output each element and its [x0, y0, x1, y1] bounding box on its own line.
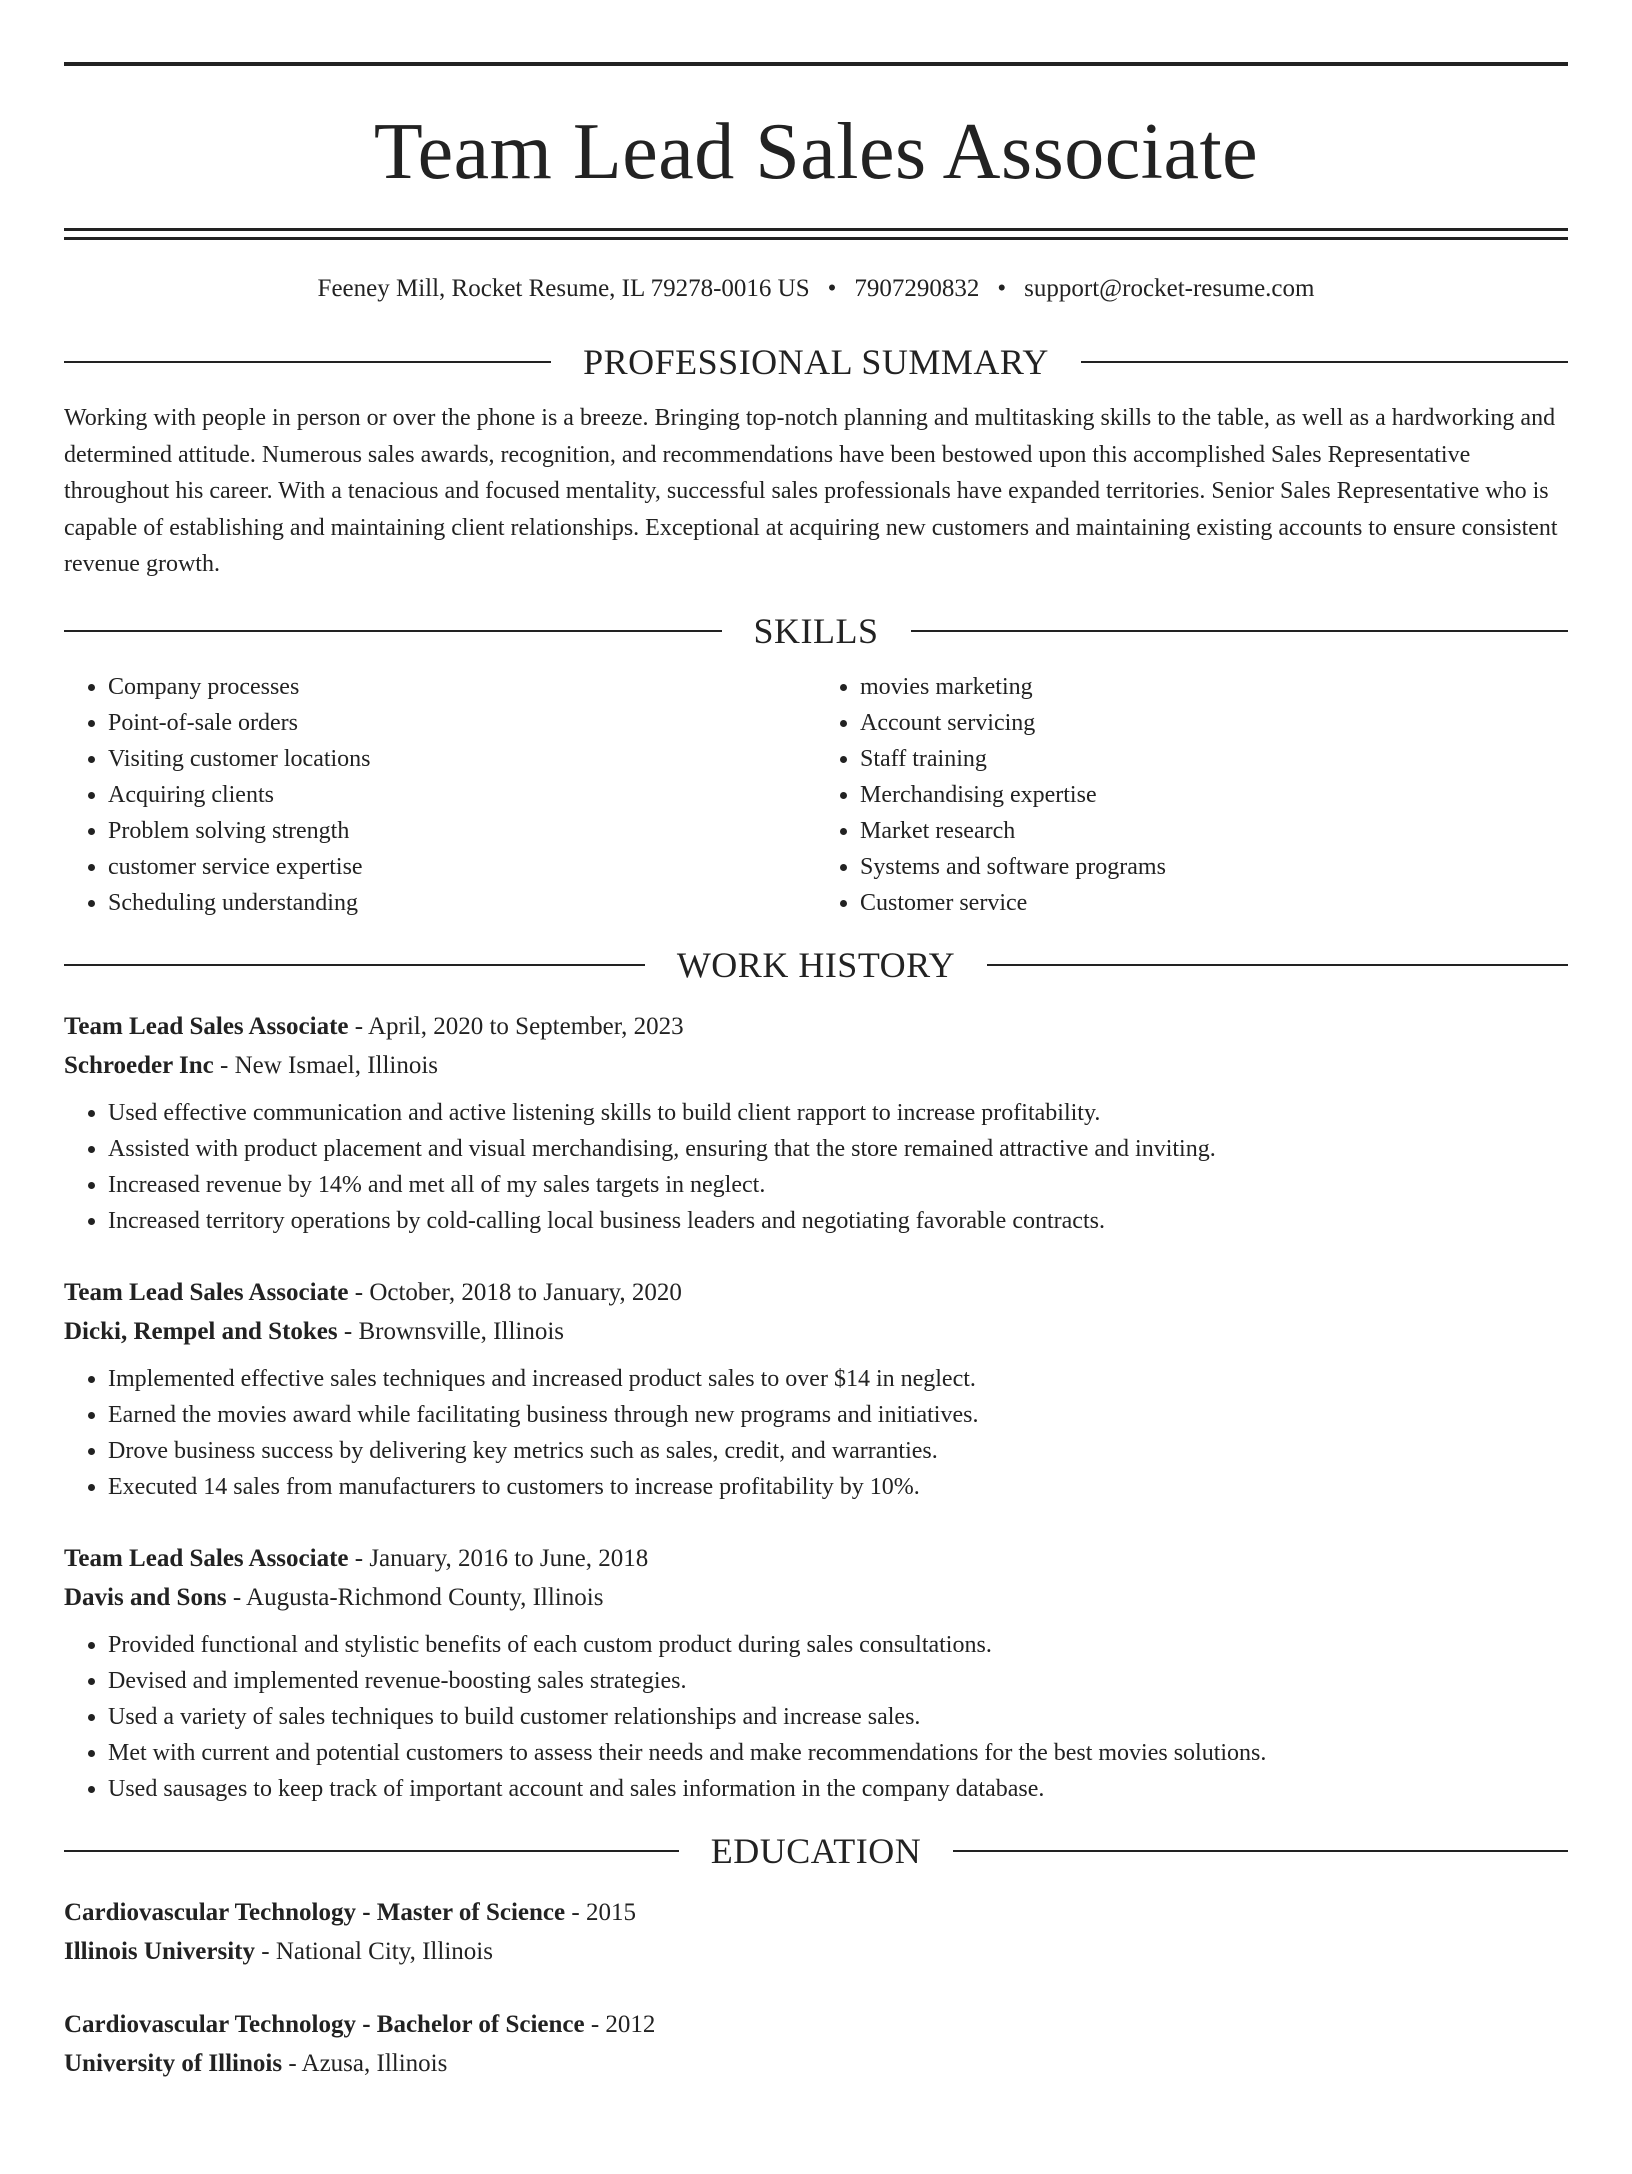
job-title-line [64, 1273, 1568, 1312]
job-dates: - October, 2018 to January, 2020 [348, 1278, 682, 1306]
summary-text: Working with people in person or over the phone is a breeze. Bringing top-notch planning and multitasking skills to the table, as well as a hardworking and determined attitude. Numerous sales awards, recognition, and recommendations have been bestowed upon this accomplished Sales Representative throughout his career. With a tenacious and focused mentality, successful sales professionals have expanded territories. Senior Sales Representative who is capable of establishing and maintaining client relationships. Exceptional at acquiring new customers and maintaining existing accounts to ensure consistent revenue growth. [64, 405, 1558, 577]
contact-email: support@rocket-resume.com [1024, 275, 1315, 302]
job-bullet: • Increased territory operations by cold-calling local business leaders and negotiating favorable contracts. [108, 1203, 1568, 1239]
job-dates: - April, 2020 to September, 2023 [348, 1012, 684, 1040]
job-location: - Augusta-Richmond County, Illinois [226, 1583, 604, 1611]
job-entry [64, 1539, 1568, 1807]
contact-separator: • [997, 275, 1007, 302]
job-entry [64, 1007, 1568, 1239]
job-bullets [64, 1361, 1568, 1505]
education-school-line [64, 1932, 1568, 1971]
section-title-work-history: WORK HISTORY [676, 944, 956, 985]
job-entry [64, 1273, 1568, 1505]
page-title: Team Lead Sales Associate [373, 108, 1259, 196]
education-entry [64, 1893, 1568, 1971]
education-year: - 2015 [565, 1898, 636, 1926]
contact-phone: 7907290832 [854, 275, 980, 302]
job-company-line [64, 1312, 1568, 1351]
job-company: Schroeder Inc [64, 1051, 214, 1079]
education-degree-line [64, 1893, 1568, 1932]
skill-item: • movies marketing [860, 669, 1568, 705]
section-title-summary: PROFESSIONAL SUMMARY [583, 342, 1049, 382]
education-location: - National City, Illinois [255, 1937, 493, 1965]
section-rule-right [953, 1850, 1568, 1852]
education-degree: Cardiovascular Technology - Bachelor of Science [64, 2010, 585, 2038]
skills-columns [64, 669, 1568, 921]
skill-item: • Scheduling understanding [108, 885, 816, 921]
section-rule-right [911, 630, 1569, 632]
section-header-summary [64, 340, 1568, 384]
education-year: - 2012 [584, 2010, 656, 2038]
job-bullet: • Assisted with product placement and visual merchandising, ensuring that the store remained attractive and inviting. [108, 1131, 1568, 1167]
section-title-education: EDUCATION [710, 1830, 922, 1871]
contact-line [64, 274, 1568, 304]
job-location: - Brownsville, Illinois [337, 1317, 565, 1345]
job-bullets [64, 1095, 1568, 1239]
job-bullet: • Used a variety of sales techniques to build customer relationships and increase sales. [108, 1699, 1568, 1735]
section-rule-right [987, 964, 1568, 966]
skills-list-right [816, 669, 1568, 921]
education-degree: Cardiovascular Technology - Master of Science [64, 1898, 566, 1926]
job-bullet: • Used sausages to keep track of important account and sales information in the company database. [108, 1771, 1568, 1807]
job-title: Team Lead Sales Associate [64, 1012, 349, 1040]
section-header-work-history [64, 943, 1568, 987]
job-bullet: • Drove business success by delivering key metrics such as sales, credit, and warranties. [108, 1433, 1568, 1469]
skills-list-left [64, 669, 816, 921]
skill-item: • Systems and software programs [860, 849, 1568, 885]
job-title: Team Lead Sales Associate [64, 1278, 349, 1306]
skill-item: • Visiting customer locations [108, 741, 816, 777]
skill-item: • Point-of-sale orders [108, 705, 816, 741]
section-rule-left [64, 964, 645, 966]
skill-item: • Company processes [108, 669, 816, 705]
job-title-line [64, 1007, 1568, 1046]
skill-item: • Merchandising expertise [860, 777, 1568, 813]
job-bullet: • Devised and implemented revenue-boosting sales strategies. [108, 1663, 1568, 1699]
education-school: University of Illinois [64, 2049, 283, 2077]
section-rule-left [64, 630, 722, 632]
education-degree-line [64, 2005, 1568, 2044]
job-bullet: • Earned the movies award while facilitating business through new programs and initiatives. [108, 1397, 1568, 1433]
skill-item: • customer service expertise [108, 849, 816, 885]
job-bullet: • Implemented effective sales techniques and increased product sales to over $14 in neglect. [108, 1361, 1568, 1397]
skill-item: • Staff training [860, 741, 1568, 777]
section-header-skills [64, 609, 1568, 653]
resume-page [0, 62, 1632, 2174]
job-company-line [64, 1046, 1568, 1085]
education-location: - Azusa, Illinois [282, 2049, 448, 2077]
job-bullet: • Increased revenue by 14% and met all of my sales targets in neglect. [108, 1167, 1568, 1203]
contact-separator: • [827, 275, 837, 302]
skill-item: • Market research [860, 813, 1568, 849]
job-company: Dicki, Rempel and Stokes [64, 1317, 338, 1345]
title-double-rule [64, 228, 1568, 240]
job-bullets [64, 1627, 1568, 1807]
top-rule [64, 62, 1568, 66]
skill-item: • Acquiring clients [108, 777, 816, 813]
job-bullet: • Provided functional and stylistic benefits of each custom product during sales consultations. [108, 1627, 1568, 1663]
job-company: Davis and Sons [64, 1583, 227, 1611]
section-rule-right [1081, 361, 1568, 363]
skill-item: • Account servicing [860, 705, 1568, 741]
education-entry [64, 2005, 1568, 2083]
job-company-line [64, 1578, 1568, 1617]
job-dates: - January, 2016 to June, 2018 [348, 1544, 649, 1572]
section-rule-left [64, 361, 551, 363]
education-school-line [64, 2044, 1568, 2083]
contact-address: Feeney Mill, Rocket Resume, IL 79278-0016 US [317, 275, 810, 302]
job-bullet: • Executed 14 sales from manufacturers to customers to increase profitability by 10%. [108, 1469, 1568, 1505]
job-bullet: • Met with current and potential customers to assess their needs and make recommendations for the best movies solutions. [108, 1735, 1568, 1771]
section-header-education [64, 1829, 1568, 1873]
education-school: Illinois University [64, 1937, 255, 1965]
job-bullet: • Used effective communication and active listening skills to build client rapport to increase profitability. [108, 1095, 1568, 1131]
job-title-line [64, 1539, 1568, 1578]
section-rule-left [64, 1850, 679, 1852]
skill-item: • Customer service [860, 885, 1568, 921]
skill-item: • Problem solving strength [108, 813, 816, 849]
section-title-skills: SKILLS [753, 610, 879, 651]
job-location: - New Ismael, Illinois [213, 1051, 439, 1079]
job-title: Team Lead Sales Associate [64, 1544, 349, 1572]
